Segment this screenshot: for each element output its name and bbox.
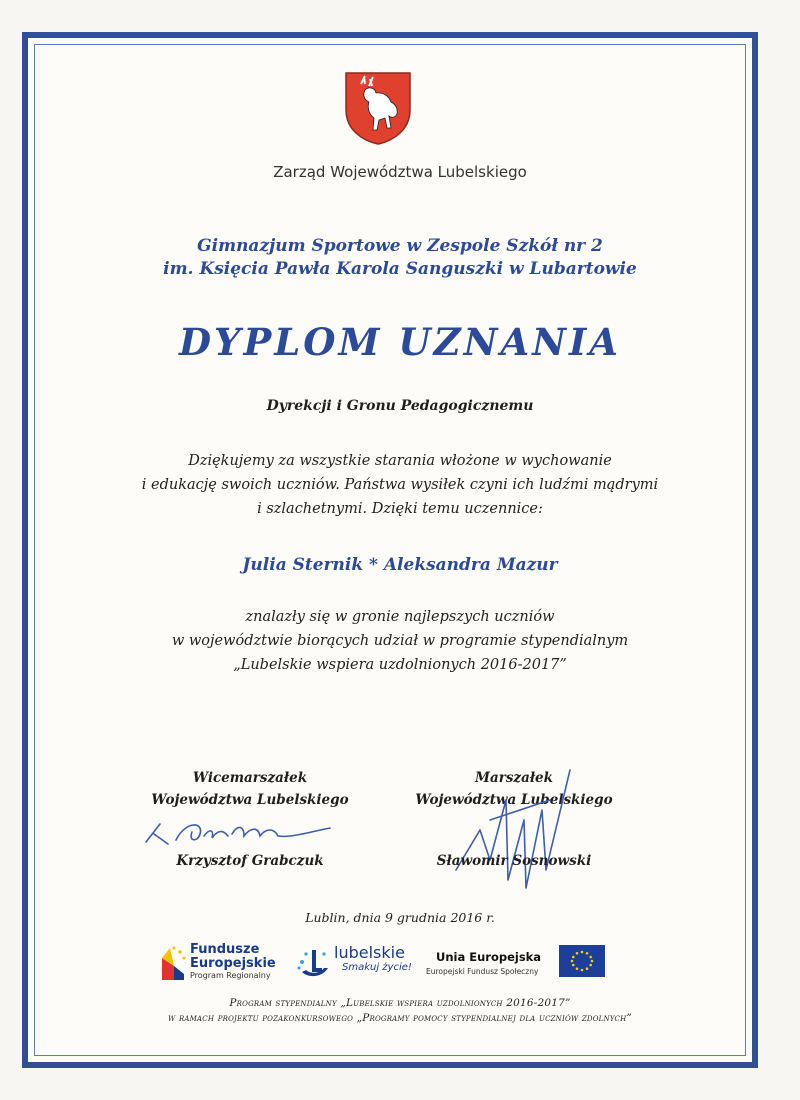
student-names: Julia Sternik * Aleksandra Mazur (242, 555, 558, 575)
school-name-line2: im. Księcia Pawła Karola Sanguszki w Lubartowie (163, 259, 637, 279)
lubelskie-wordmark: lubelskie (334, 943, 405, 962)
eu-flag-icon (559, 945, 605, 977)
left-signatory-name: Krzysztof Grabczuk (176, 853, 324, 869)
left-role-line2: Województwa Lubelskiego (151, 792, 349, 808)
result-line1: znalazły się w gronie najlepszych uczniów (245, 609, 555, 625)
thanks-line2: i edukację swoich uczniów. Państwa wysiłek czyni ich ludźmi mądrymi (141, 477, 659, 493)
lubelskie-mark-icon (294, 942, 334, 982)
fe-title-line1: Fundusze (190, 942, 260, 957)
thanks-paragraph (0, 449, 800, 521)
right-handwritten-signature (450, 760, 580, 900)
right-role-line2: Województwa Lubelskiego (415, 792, 613, 808)
left-role-line1: Wicemarszałek (192, 770, 308, 786)
left-handwritten-signature (140, 814, 340, 850)
right-signatory-name: Sławomir Sosnowski (436, 853, 592, 869)
sponsor-logos (0, 940, 800, 990)
fe-title-line2: Europejskie (190, 956, 276, 971)
place-and-date: Lublin, dnia 9 grudnia 2016 r. (305, 910, 495, 925)
unia-europejska-subtitle: Europejski Fundusz Społeczny (426, 967, 539, 976)
diploma-inner-border (34, 44, 746, 1056)
lubelskie-slogan: Smakuj życie! (342, 962, 412, 973)
thanks-line3: i szlachetnymi. Dzięki temu uczennice: (257, 501, 543, 517)
unia-europejska-logo (418, 940, 608, 986)
program-line1: Program stypendialny „Lubelskie wspiera uzdolnionych 2016-2017” (229, 997, 571, 1009)
result-line2: w województwie biorących udział w programie stypendialnym (171, 633, 629, 649)
left-signatory-role (120, 767, 380, 811)
result-line3: „Lubelskie wspiera uzdolnionych 2016-2017” (233, 657, 567, 673)
fundusze-europejskie-subtitle: Program Regionalny (190, 971, 271, 980)
fundusze-europejskie-mark-icon (160, 944, 186, 982)
diploma-title: DYPLOM UZNANIA (178, 320, 622, 364)
unia-europejska-title: Unia Europejska (436, 950, 542, 964)
right-role-line1: Marszałek (475, 770, 553, 786)
program-footer (0, 996, 800, 1026)
program-line2: w ramach projektu pozakonkursowego „Programy pomocy stypendialnej dla uczniów zdolnych” (168, 1012, 632, 1024)
fundusze-europejskie-logo (160, 940, 280, 986)
thanks-line1: Dziękujemy za wszystkie starania włożone w wychowanie (188, 453, 612, 469)
fundusze-europejskie-title (190, 943, 280, 971)
authority-name: Zarząd Województwa Lubelskiego (273, 163, 527, 181)
dedication: Dyrekcji i Gronu Pedagogicznemu (266, 398, 534, 414)
deer-on-red-shield-icon (343, 70, 413, 146)
lubelskie-logo (294, 940, 414, 986)
school-name (0, 235, 800, 281)
result-paragraph (0, 605, 800, 677)
school-name-line1: Gimnazjum Sportowe w Zespole Szkół nr 2 (197, 236, 603, 256)
